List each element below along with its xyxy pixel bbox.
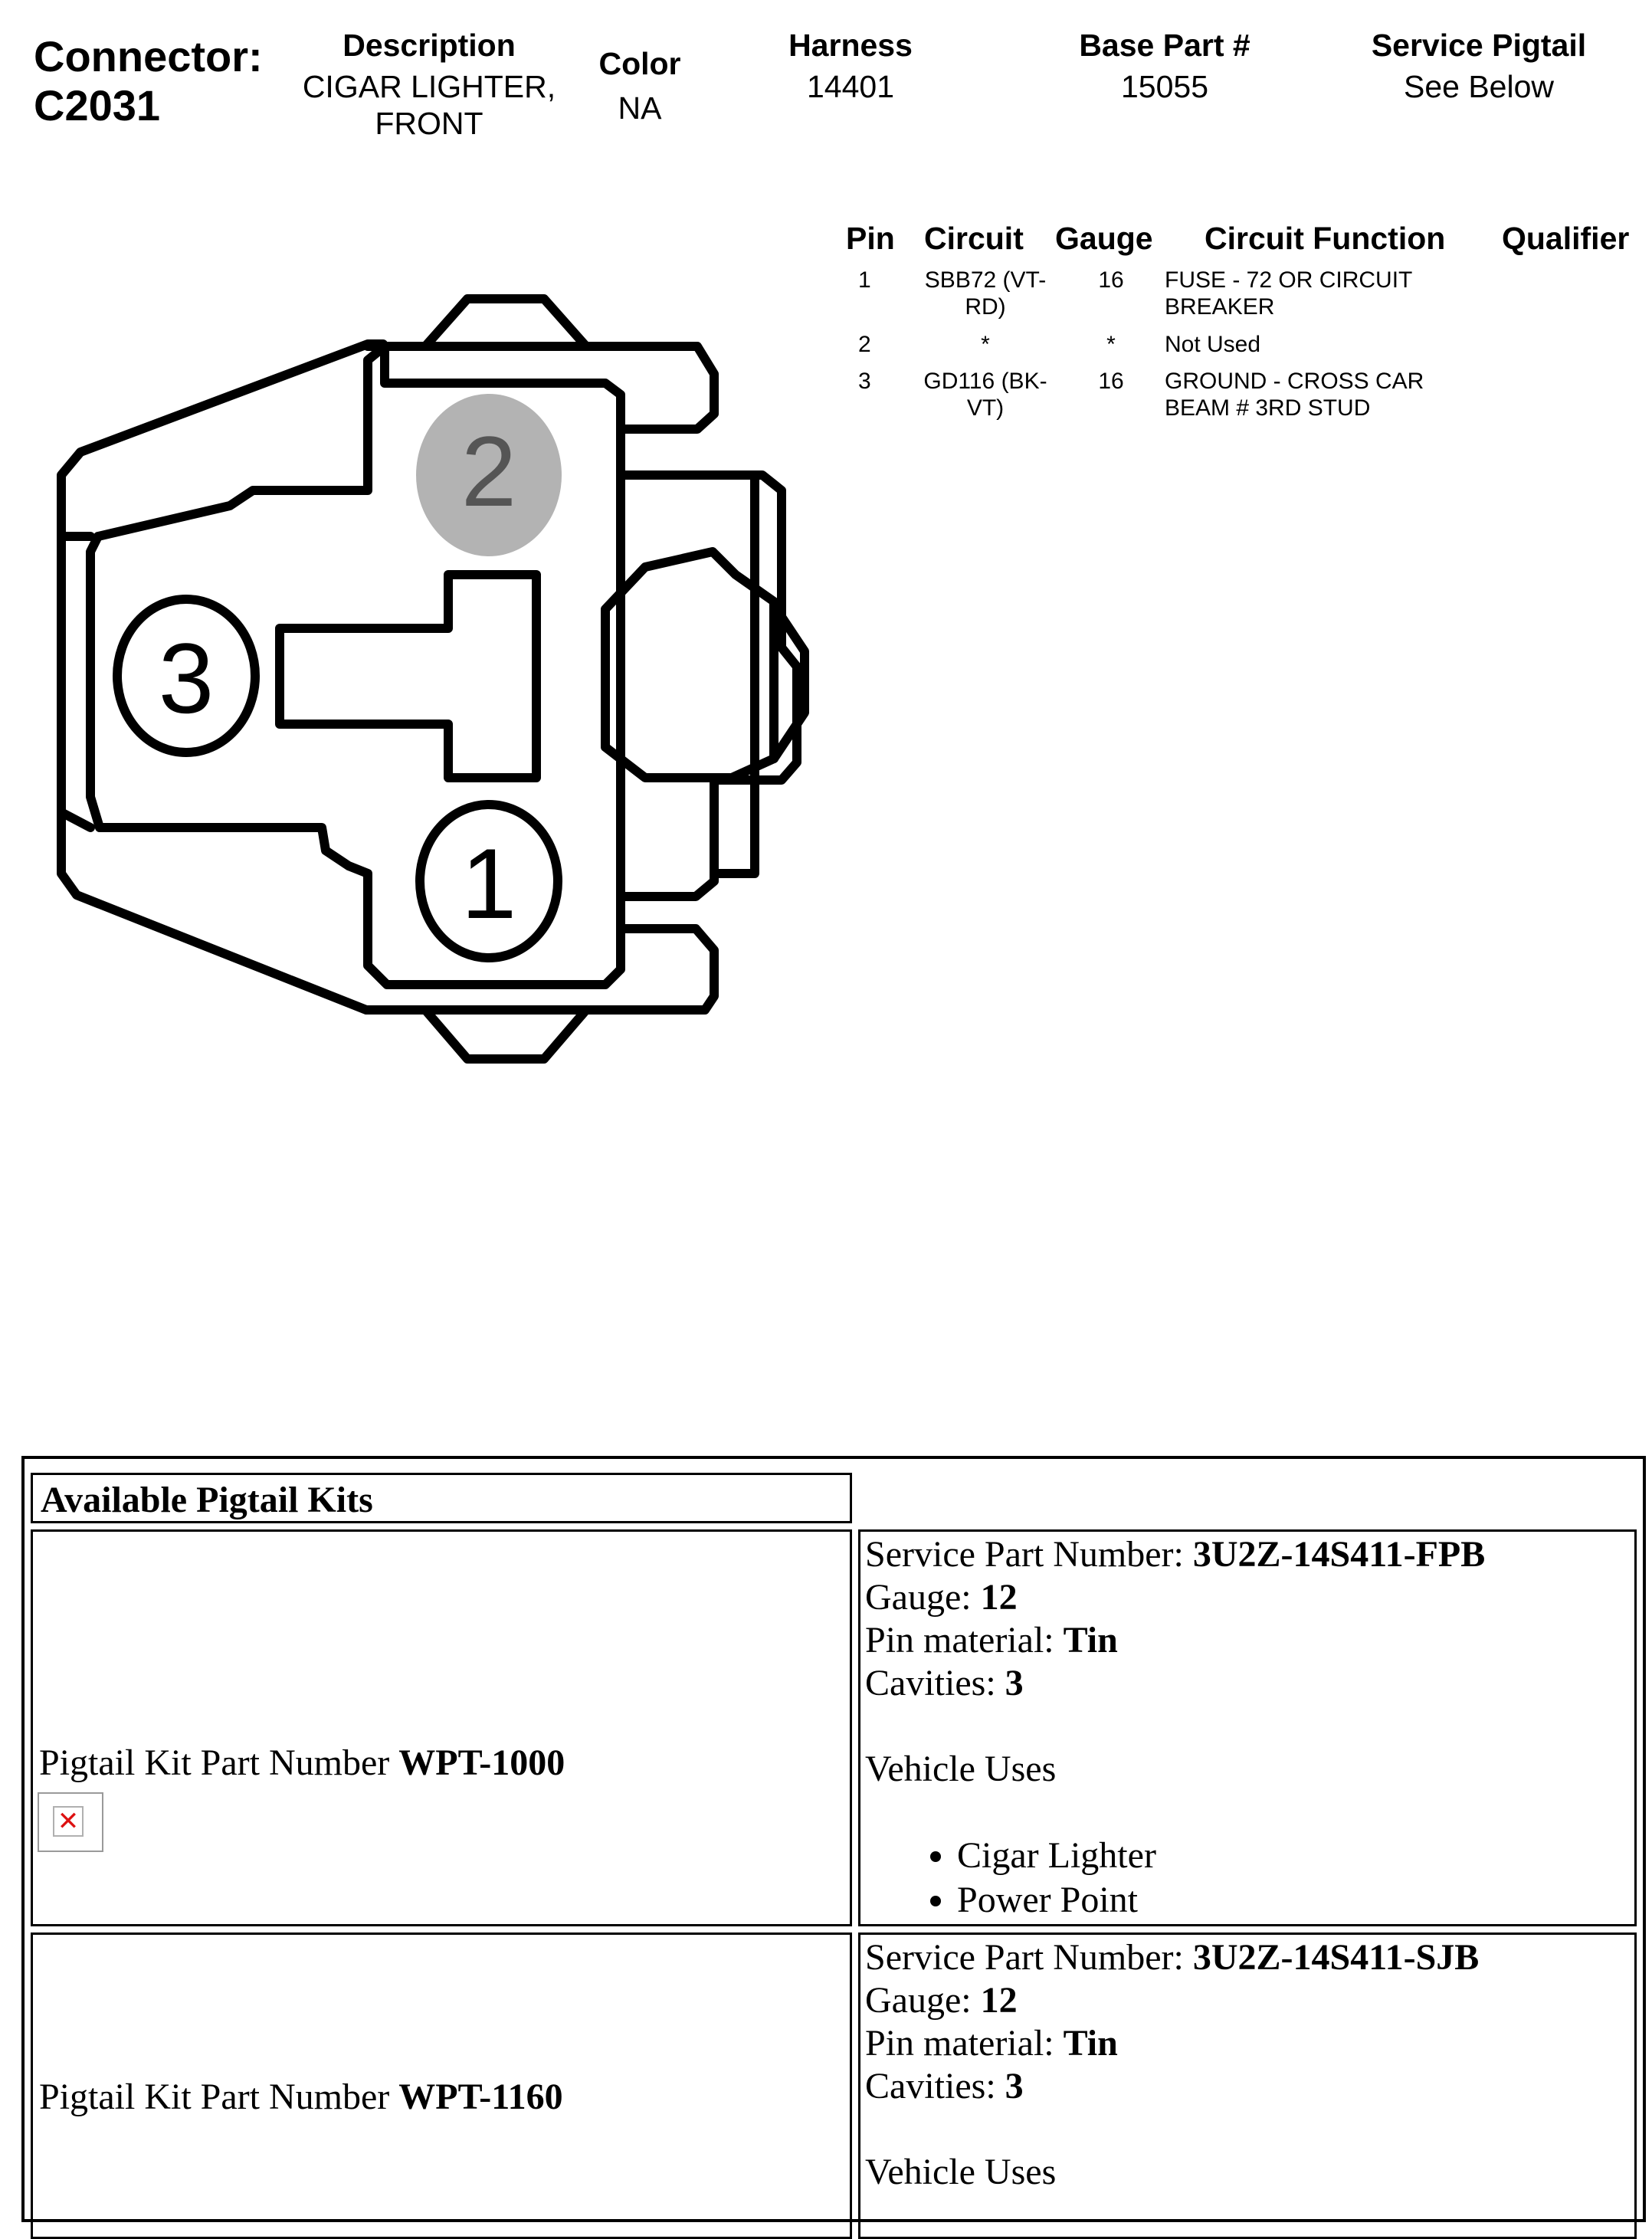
row1-circuit — [909, 267, 1062, 320]
kit1-gauge — [865, 1576, 1630, 1619]
kit2-service-label: Service Part Number: — [865, 1937, 1193, 1978]
kit2-number — [39, 2076, 563, 2119]
kit2-service-value: 3U2Z-14S411-SJB — [1192, 1937, 1480, 1978]
kit1-gauge-value: 12 — [980, 1577, 1018, 1618]
service-pigtail-column — [1333, 28, 1624, 105]
kit2-number-label: Pigtail Kit Part Number — [39, 2077, 399, 2117]
row2-pin: 2 — [858, 332, 871, 357]
kit1-service-label: Service Part Number: — [865, 1534, 1193, 1575]
row2-circuit: * — [981, 332, 990, 357]
kit2-gauge — [865, 1979, 1630, 2022]
kit1-cav-value: 3 — [1005, 1663, 1024, 1703]
row1-function-line2: BREAKER — [1165, 294, 1275, 320]
kit1-left-cell — [31, 1529, 852, 1926]
row3-circuit-line1: GD116 (BK- — [923, 369, 1047, 394]
kit1-pin-label: Pin material: — [865, 1620, 1064, 1660]
base-part-label: Base Part # — [1079, 28, 1250, 63]
row3-circuit — [909, 368, 1062, 421]
row3-circuit-line2: VT) — [966, 395, 1005, 421]
row1-function — [1165, 267, 1412, 320]
center-key — [280, 575, 536, 778]
bottom-latch — [425, 1010, 586, 1059]
kit1-uses-list — [865, 1834, 1630, 1923]
harness-label: Harness — [788, 28, 913, 63]
kit2-cav-label: Cavities: — [865, 2066, 1005, 2106]
base-part-column — [1042, 28, 1287, 105]
connector-id: C2031 — [34, 81, 161, 129]
row2-gauge: * — [1106, 332, 1116, 357]
kit2-number-value: WPT-1160 — [398, 2077, 563, 2117]
row3-function-line2: BEAM # 3RD STUD — [1165, 395, 1371, 421]
function-header: Circuit Function — [1205, 221, 1446, 256]
kit2-right-cell — [858, 1932, 1637, 2239]
kit2-left-cell — [31, 1932, 852, 2239]
kit1-use-item: • Power Point — [957, 1878, 1630, 1923]
cavity-2-label: 2 — [461, 415, 517, 527]
row1-pin: 1 — [858, 267, 871, 293]
kit1-pin-value: Tin — [1063, 1620, 1118, 1660]
kit1-right-cell — [858, 1529, 1637, 1926]
kit1-service-part — [865, 1533, 1630, 1576]
kit1-cav-label: Cavities: — [865, 1663, 1005, 1703]
kit1-number-label: Pigtail Kit Part Number — [39, 1742, 399, 1783]
kit1-use-item: • Cigar Lighter — [957, 1834, 1630, 1878]
kit1-number-value: WPT-1000 — [398, 1742, 565, 1783]
kit2-gauge-value: 12 — [980, 1980, 1018, 2021]
pigtail-kits-table — [21, 1456, 1646, 2222]
kit1-gauge-label: Gauge: — [865, 1577, 981, 1618]
pin-header: Pin — [846, 221, 895, 256]
connector-face-diagram — [0, 0, 843, 1088]
kits-title-cell — [31, 1473, 852, 1523]
row2-function: Not Used — [1165, 332, 1261, 357]
circuit-header: Circuit — [924, 221, 1024, 256]
description-value-line1: CIGAR LIGHTER, — [302, 69, 556, 104]
kit2-uses-label: Vehicle Uses — [865, 2152, 1057, 2192]
kit2-pin-value: Tin — [1063, 2023, 1118, 2064]
row3-function-line1: GROUND - CROSS CAR — [1165, 369, 1424, 394]
description-value-line2: FRONT — [375, 106, 483, 141]
kit2-service-part — [865, 1936, 1630, 1979]
kit2-pin-material — [865, 2022, 1630, 2065]
gauge-header: Gauge — [1055, 221, 1153, 256]
kit2-gauge-label: Gauge: — [865, 1980, 981, 2021]
kit2-cav-value: 3 — [1005, 2066, 1024, 2106]
kit2-cavities — [865, 2065, 1630, 2108]
right-arm — [714, 475, 755, 874]
kits-title: Available Pigtail Kits — [41, 1480, 373, 1520]
kit1-uses-label: Vehicle Uses — [865, 1749, 1057, 1789]
kit1-cavities — [865, 1662, 1630, 1705]
row1-circuit-line1: SBB72 (VT- — [924, 267, 1047, 293]
kit1-service-value: 3U2Z-14S411-FPB — [1192, 1534, 1486, 1575]
connector-label: Connector: — [34, 32, 263, 80]
color-label: Color — [598, 46, 681, 81]
base-part-value: 15055 — [1120, 69, 1208, 104]
row1-gauge: 16 — [1098, 267, 1124, 293]
description-label: Description — [343, 28, 516, 63]
row3-function — [1165, 368, 1424, 421]
qualifier-header: Qualifier — [1502, 221, 1630, 256]
pin-table — [835, 221, 1647, 435]
cavity-1-label: 1 — [461, 828, 517, 939]
service-pigtail-label: Service Pigtail — [1371, 28, 1587, 63]
row3-gauge: 16 — [1098, 369, 1124, 394]
cavity-3-label: 3 — [158, 622, 215, 734]
right-latch — [605, 552, 774, 778]
color-value: NA — [618, 90, 662, 126]
kit2-pin-label: Pin material: — [865, 2023, 1064, 2064]
row1-circuit-line2: RD) — [965, 294, 1006, 320]
broken-image-icon: ✕ — [38, 1792, 103, 1852]
service-pigtail-value: See Below — [1403, 69, 1554, 104]
row1-function-line1: FUSE - 72 OR CIRCUIT — [1165, 267, 1413, 293]
top-latch — [425, 299, 586, 346]
kit1-number — [39, 1742, 565, 1785]
row3-pin: 3 — [858, 369, 871, 394]
kit1-pin-material — [865, 1619, 1630, 1662]
harness-value: 14401 — [806, 69, 894, 104]
